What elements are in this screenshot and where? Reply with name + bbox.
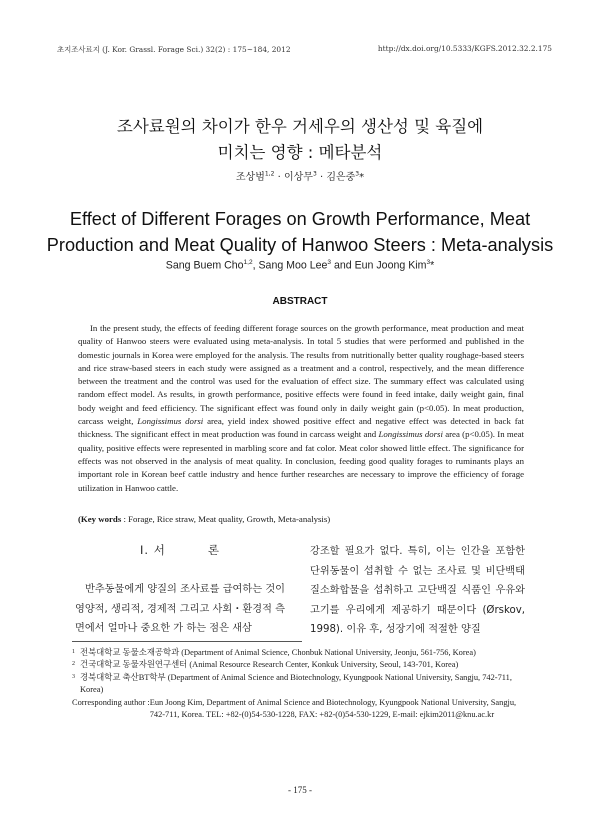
page-number: - 175 - [288, 785, 312, 795]
intro-paragraph-right: 강조할 필요가 없다. 특히, 이는 인간을 포함한 단위동물이 섭취할 수 없는 조사료 및 비단백태 질소화합물을 섭취하고 고단백질 식품인 우유와 고기를 우리에게 제공하기 때문이다 (Ørskov, 1998). 이유 후, 성장기에 적절한 양질 [310, 546, 525, 635]
english-title-line-2: Production and Meat Quality of Hanwoo Steers : Meta-analysis [46, 235, 554, 255]
corresponding-author [72, 697, 532, 722]
abstract-italic-2: Longissimus dorsi [378, 429, 443, 440]
author-kr-3-affil: 3 [355, 170, 360, 178]
footnote-3 [72, 672, 532, 697]
abstract-text-1: In the present study, the effects of feeding different forage sources on the growth performance, meat production and meat quality of Hanwoo steers were evaluated using meta-analysis. In total 5 studies that were performed and published in the domestic journals in Korea were employed for the analysis. The results from nutritionally better quality roughage-based steers and rice straw-based steers in each study were assigned as a treatment and a control, respectively, and the mean difference between the treatment and the control was used for the evaluation of effect size. The summary effect was calculated using random effect model. As results, in growth performance, positive effects were found in feed intake, daily weight gain, final body weight and feed efficiency. The significant effect was found only in daily weight gain (p<0.05). In meat production, carcass weight, [78, 323, 524, 427]
footnote-1 [72, 647, 532, 659]
abstract-heading: ABSTRACT [272, 296, 328, 307]
footnote-3-text: 경북대학교 축산BT학부 (Department of Animal Science and Biotechnology, Kyungpook National University, Sangju, 742-711, Korea) [80, 672, 512, 695]
corresponding-star: * [359, 172, 365, 183]
abstract-italic-1: Longissimus dorsi [137, 416, 204, 427]
author-en-1-affil: 1,2 [243, 259, 253, 266]
footnote-2 [72, 659, 532, 671]
section-heading-rest: 론 [207, 543, 220, 557]
english-authors [0, 259, 600, 272]
section-heading-introduction [75, 542, 285, 558]
author-en-3: and Eun Joong Kim [331, 259, 427, 272]
footnote-2-mark: 2 [72, 661, 75, 668]
keywords-text: : Forage, Rice straw, Meat quality, Growth, Meta-analysis) [121, 514, 331, 524]
author-kr-2-affil: 3 [312, 170, 317, 178]
english-title [0, 206, 600, 258]
footnote-1-text: 전북대학교 동물소재공학과 (Department of Animal Science, Chonbuk National University, Jeonju, 561-756, Korea) [80, 648, 476, 657]
doi-link[interactable]: http://dx.doi.org/10.5333/KGFS.2012.32.2.175 [377, 44, 552, 53]
abstract-text-2: area, yield index showed positive effect and negative effect was detected in back fat thickness. The significant effect in meat production was found in carcass weight and [78, 416, 524, 440]
left-column [75, 542, 285, 639]
author-kr-1: 조상범 [235, 172, 265, 183]
keywords [78, 514, 524, 524]
running-header [57, 44, 552, 55]
author-kr-2: 이상무 [283, 172, 313, 183]
korean-title [0, 114, 600, 166]
corresponding-author-details: Eun Joong Kim, Department of Animal Science and Biotechnology, Kyungpook National University, Sangju, 742-711, Korea. TEL: +82-(0)54-530-1228, FAX: +82-(0)54-530-1229, E-mail: ejkim2011@knu.ac.kr [149, 697, 517, 720]
footnote-3-mark: 3 [72, 673, 75, 680]
author-kr-3: 김은중 [326, 172, 356, 183]
english-title-line-1: Effect of Different Forages on Growth Performance, Meat [69, 209, 531, 229]
section-heading-numeral: Ⅰ. 서 [140, 543, 166, 557]
korean-title-line-2: 미치는 영향 : 메타분석 [217, 143, 383, 162]
author-en-3-affil: 3 [426, 259, 431, 266]
abstract-text-3: area (p<0.05). In meat quality, positive effects were represented in marbling score and fat color. Meat color showed little effect. The significance for effects was not observed in the analysis of meat quality. In conclusion, feeding good quality forages to ruminants plays an important role in Korean beef cattle industry and hence further researches are necessary to improve the efficiency of forage utilization in Hanwoo cattle. [78, 429, 524, 493]
author-separator: · [274, 172, 284, 183]
korean-title-line-1: 조사료원의 차이가 한우 거세우의 생산성 및 육질에 [116, 117, 484, 136]
korean-authors [0, 168, 600, 183]
author-kr-1-affil: 1,2 [264, 170, 275, 178]
author-en-1: Sang Buem Cho [165, 259, 244, 272]
footnote-divider [72, 641, 302, 642]
intro-paragraph-left: 반추동물에게 양질의 조사료를 급여하는 것이 영양적, 생리적, 경제적 그리고 사회・환경적 측면에서 얼마나 중요한 가 하는 점은 새삼 [75, 584, 285, 634]
author-separator: · [316, 172, 327, 183]
corresponding-author-label: Corresponding author : [72, 697, 150, 707]
footnote-2-text: 건국대학교 동물자원연구센터 (Animal Resource Research Center, Konkuk University, Seoul, 143-701, Korea) [80, 660, 459, 670]
corresponding-star: * [430, 259, 435, 272]
journal-citation: 초지조사료지 (J. Kor. Grassl. Forage Sci.) 32(2) : 175~184, 2012 [57, 45, 291, 54]
author-en-2-affil: 3 [327, 259, 332, 266]
footnote-1-mark: 1 [72, 649, 75, 655]
author-en-2: , Sang Moo Lee [252, 259, 328, 272]
abstract-body [78, 322, 524, 495]
keywords-label: (Key words [78, 514, 122, 524]
footnotes [72, 647, 532, 721]
